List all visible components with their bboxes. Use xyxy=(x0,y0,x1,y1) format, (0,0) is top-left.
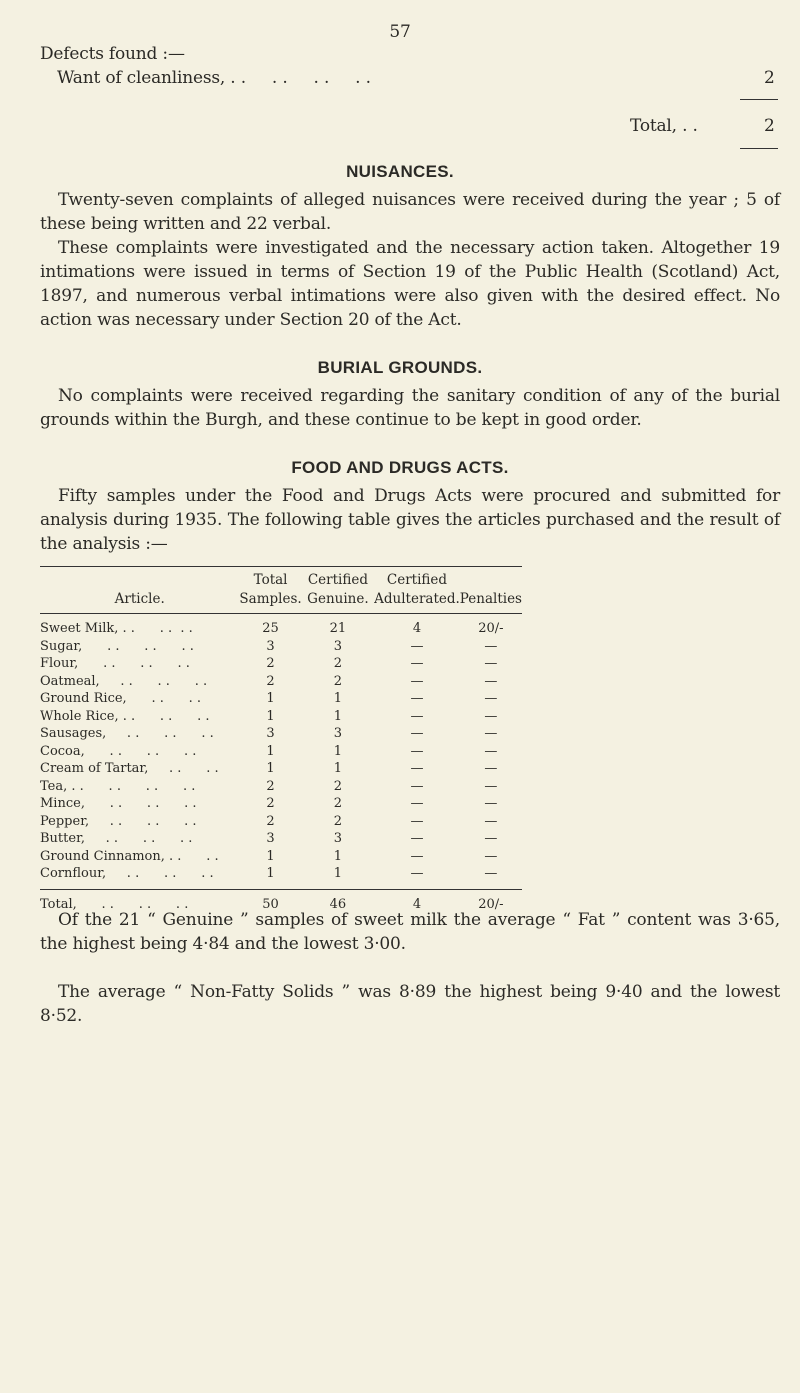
burial-paragraph: No complaints were received regarding the sanitary condition of any of the burial grounds within the Burgh, and these continue to be kept in good order. xyxy=(40,386,780,430)
header-article: Article. xyxy=(40,590,239,614)
table-row xyxy=(40,673,522,691)
cell-genuine: 1 xyxy=(333,761,343,776)
header-genuine: Genuine. xyxy=(302,590,374,614)
cell-adulterated: — xyxy=(410,813,424,829)
cell-article: Butter, . . . . . . xyxy=(40,831,193,846)
cell-adulterated: — xyxy=(410,866,424,881)
header-top-samples: Total xyxy=(253,572,288,588)
cell-penalties: — xyxy=(484,796,498,811)
cell-samples: 3 xyxy=(266,638,275,654)
cell-genuine: 46 xyxy=(302,889,374,913)
cell-adulterated: — xyxy=(410,778,424,794)
table-row xyxy=(40,778,522,796)
cell-penalties: — xyxy=(484,691,498,706)
cell-samples: 1 xyxy=(266,691,275,706)
defects-total-label: Total, . . xyxy=(630,116,698,136)
defects-heading: Defects found :— xyxy=(40,44,185,64)
cell-penalties: — xyxy=(484,673,498,689)
header-adulterated: Adulterated. xyxy=(374,590,460,614)
cell-adulterated: — xyxy=(410,673,424,689)
sum-rule xyxy=(740,99,778,100)
cell-penalties: — xyxy=(484,831,498,846)
cell-samples: 1 xyxy=(266,743,275,759)
cell-samples: 1 xyxy=(266,848,275,864)
table-row xyxy=(40,620,522,638)
table-row xyxy=(40,638,522,656)
food-heading: FOOD AND DRUGS ACTS. xyxy=(291,458,509,477)
cell-genuine: 1 xyxy=(333,848,343,864)
cell-samples: 2 xyxy=(266,813,275,829)
cell-adulterated: — xyxy=(410,831,424,846)
cell-adulterated: — xyxy=(410,761,424,776)
total-rule xyxy=(740,148,778,149)
table-row xyxy=(40,655,522,673)
cell-genuine: 3 xyxy=(333,726,343,741)
cell-article: Sweet Milk, . . . . . . xyxy=(40,621,193,636)
cell-samples: 1 xyxy=(266,761,275,776)
cell-adulterated: — xyxy=(410,691,424,706)
cell-penalties: — xyxy=(484,761,498,776)
cell-samples: 2 xyxy=(266,673,275,689)
cell-genuine: 1 xyxy=(333,708,343,724)
burial-heading: BURIAL GROUNDS. xyxy=(317,358,483,377)
cell-article: Oatmeal, . . . . . . xyxy=(40,673,208,689)
cell-genuine: 3 xyxy=(333,831,343,846)
cell-samples: 2 xyxy=(266,778,275,794)
cell-article: Ground Cinnamon, . . . . xyxy=(40,848,219,864)
cell-article: Cornflour, . . . . . . xyxy=(40,866,214,881)
cell-genuine: 2 xyxy=(333,778,343,794)
food-samples-table xyxy=(40,566,522,913)
defects-total-value: 2 xyxy=(764,116,775,136)
cell-samples: 3 xyxy=(266,831,275,846)
header-penalties: Penalties xyxy=(460,590,522,614)
table-row xyxy=(40,708,522,726)
cell-genuine: 1 xyxy=(333,691,343,706)
cell-penalties: — xyxy=(484,848,498,864)
defects-item-label: Want of cleanliness, . . . . . . . . xyxy=(57,68,371,88)
cell-penalties: — xyxy=(484,708,498,724)
cell-article: Mince, . . . . . . xyxy=(40,796,197,811)
cell-article: Pepper, . . . . . . xyxy=(40,813,197,829)
cell-article: Cocoa, . . . . . . xyxy=(40,743,197,759)
cell-genuine: 21 xyxy=(329,621,347,636)
cell-article: Ground Rice, . . . . xyxy=(40,691,202,706)
cell-article: Total, . . . . . . xyxy=(40,889,239,913)
cell-adulterated: — xyxy=(410,743,424,759)
cell-adulterated: — xyxy=(410,656,424,671)
table-row xyxy=(40,795,522,813)
milk-fat-paragraph: Of the 21 “ Genuine ” samples of sweet milk the average “ Fat ” content was 3·65, the highest being 4·84 and the lowest 3·00. xyxy=(40,910,780,954)
cell-penalties: — xyxy=(484,743,498,759)
cell-article: Cream of Tartar, . . . . xyxy=(40,761,219,776)
defects-item-value: 2 xyxy=(764,68,775,88)
header-top-article xyxy=(40,567,239,591)
table-row xyxy=(40,830,522,848)
cell-penalties: 20/- xyxy=(478,621,504,636)
cell-article: Flour, . . . . . . xyxy=(40,656,190,671)
cell-genuine: 2 xyxy=(333,673,343,689)
cell-samples: 2 xyxy=(266,656,275,671)
cell-genuine: 1 xyxy=(333,743,343,759)
cell-samples: 2 xyxy=(266,796,275,811)
table-row xyxy=(40,760,522,778)
table-header-row-top xyxy=(40,567,522,591)
nuisances-paragraph-1: Twenty-seven complaints of alleged nuisances were received during the year ; 5 of these being written and 22 verbal. xyxy=(40,190,780,234)
cell-adulterated: — xyxy=(410,638,424,654)
cell-penalties: — xyxy=(484,638,498,654)
cell-genuine: 3 xyxy=(333,638,343,654)
cell-penalties: — xyxy=(484,656,498,671)
cell-article: Whole Rice, . . . . . . xyxy=(40,708,210,724)
cell-samples: 1 xyxy=(266,708,275,724)
milk-solids-paragraph: The average “ Non-Fatty Solids ” was 8·89 the highest being 9·40 and the lowest 8·52. xyxy=(40,982,780,1026)
table-row xyxy=(40,743,522,761)
cell-genuine: 2 xyxy=(333,656,343,671)
cell-genuine: 2 xyxy=(333,796,343,811)
cell-genuine: 1 xyxy=(333,866,343,881)
table-header-row xyxy=(40,590,522,614)
cell-penalties: — xyxy=(484,778,498,794)
table-row xyxy=(40,813,522,831)
table-row xyxy=(40,690,522,708)
table-row xyxy=(40,865,522,883)
cell-article: Sausages, . . . . . . xyxy=(40,726,214,741)
food-paragraph: Fifty samples under the Food and Drugs Acts were procured and submitted for analysis during 1935. The following table gives the articles purchased and the result of the analysis :— xyxy=(40,486,780,554)
nuisances-heading: NUISANCES. xyxy=(346,162,454,181)
cell-adulterated: 4 xyxy=(374,889,460,913)
cell-samples: 1 xyxy=(266,866,275,881)
cell-adulterated: — xyxy=(410,848,424,864)
table-row xyxy=(40,848,522,866)
cell-article: Sugar, . . . . . . xyxy=(40,638,194,654)
cell-genuine: 2 xyxy=(333,813,343,829)
cell-samples: 50 xyxy=(239,889,301,913)
page-number: 57 xyxy=(389,22,411,42)
header-samples: Samples. xyxy=(239,590,301,614)
cell-penalties: — xyxy=(484,813,498,829)
cell-samples: 3 xyxy=(266,726,275,741)
header-top-adulterated: Certified xyxy=(386,572,448,588)
table-row xyxy=(40,725,522,743)
nuisances-paragraph-2: These complaints were investigated and the necessary action taken. Altogether 19 intimations were issued in terms of Section 19 of the Public Health (Scotland) Act, 1897, and numerous verbal intimations were also given with the desired effect. No action was necessary under Section 20 of the Act. xyxy=(40,238,780,330)
cell-samples: 25 xyxy=(262,621,279,636)
cell-article: Tea, . . . . . . . . xyxy=(40,778,196,794)
header-top-genuine: Certified xyxy=(307,572,368,588)
cell-adulterated: — xyxy=(410,708,424,724)
cell-penalties: 20/- xyxy=(460,889,522,913)
cell-penalties: — xyxy=(484,726,498,741)
cell-adulterated: — xyxy=(410,796,424,811)
cell-penalties: — xyxy=(484,866,498,881)
header-top-penalties xyxy=(460,567,522,591)
cell-adulterated: — xyxy=(410,726,424,741)
cell-adulterated: 4 xyxy=(412,621,422,636)
